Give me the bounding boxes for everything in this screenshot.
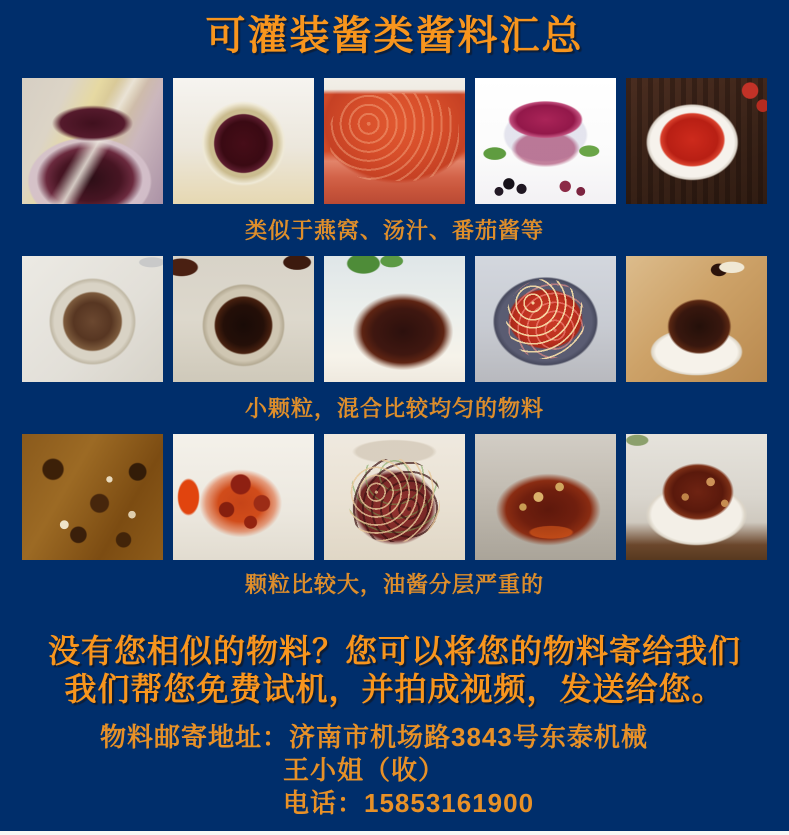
black-bean-sauce-spoon-bowl-photo	[626, 256, 767, 382]
berry-jam-bowl-photo	[475, 78, 616, 204]
minced-meat-sauce-jar-top-photo	[22, 256, 163, 382]
row-3-caption: 颗粒比较大，油酱分层严重的	[244, 572, 544, 597]
chunky-oil-sauce-closeup-photo	[22, 434, 163, 560]
chopped-chili-glass-jar-photo	[324, 434, 465, 560]
phone-number: 电话：15853161900	[283, 788, 535, 818]
chili-oil-garlic-bowl-photo	[475, 434, 616, 560]
black-bean-sauce-jar-top-photo	[173, 256, 314, 382]
dark-chili-paste-bowl-photo	[324, 256, 465, 382]
contact-block	[0, 721, 789, 820]
promo-line-2: 我们帮您免费试机，并拍成视频，发送给您。	[64, 671, 725, 707]
peanut-chili-sauce-bowl-photo	[626, 434, 767, 560]
photo-row-1	[0, 78, 789, 204]
photo-row-3	[0, 434, 789, 560]
mailing-address: 物料邮寄地址：济南市机场路3843号东泰机械	[100, 722, 648, 752]
ketchup-bowl-photo	[626, 78, 767, 204]
dark-red-jam-jar-top-photo	[173, 78, 314, 204]
page-title: 可灌装酱类酱料汇总	[205, 14, 584, 58]
red-chili-chunk-oil-bowl-photo	[173, 434, 314, 560]
promo-line-1: 没有您相似的物料？您可以将您的物料寄给我们	[47, 633, 741, 669]
chopped-chili-seeds-plate-photo	[475, 256, 616, 382]
row-2-caption: 小颗粒，混合比较均匀的物料	[244, 396, 544, 421]
bottom-white-strip	[0, 831, 789, 835]
promo-text-block	[0, 632, 789, 708]
row-1-caption: 类似于燕窝、汤汁、番茄酱等	[244, 218, 544, 243]
recipient-name: 王小姐（收）	[283, 755, 446, 785]
photo-row-2	[0, 256, 789, 382]
plum-jam-spoon-jar-photo	[22, 78, 163, 204]
tomato-sauce-jar-photo	[324, 78, 465, 204]
